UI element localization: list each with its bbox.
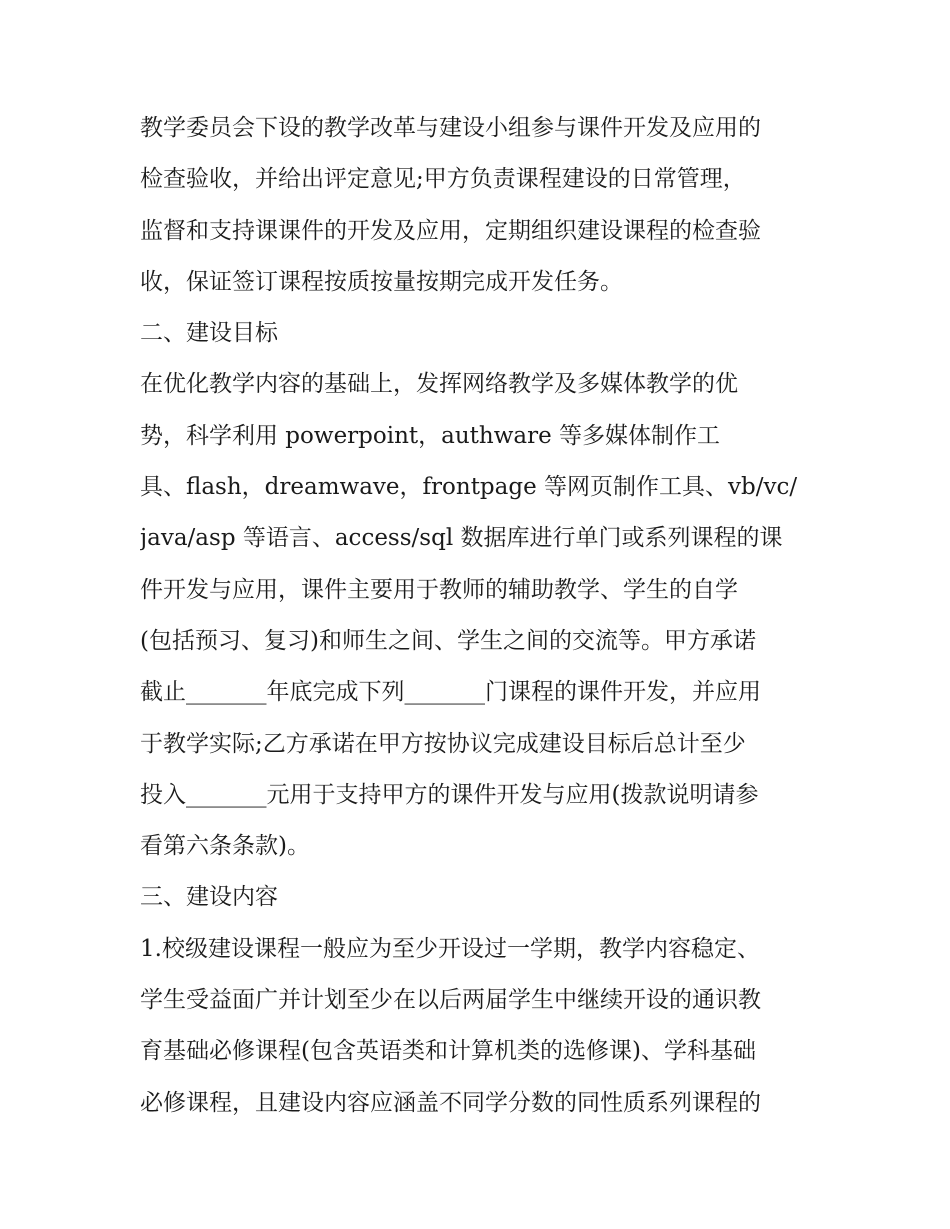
text-line: 在优化教学内容的基础上，发挥网络教学及多媒体教学的优 [140,371,738,398]
text-line: 件开发与应用，课件主要用于教师的辅助教学、学生的自学 [140,576,738,603]
text-line: java/asp 等语言、access/sql 数据库进行单门或系列课程的课 [140,525,783,552]
text-line: 检查验收，并给出评定意见;甲方负责课程建设的日常管理， [140,166,746,193]
text-line: 必修课程，且建设内容应涵盖不同学分数的同性质系列课程的 [140,1089,761,1116]
text-line: 学生受益面广并计划至少在以后两届学生中继续开设的通识教 [140,987,761,1014]
text-line: 监督和支持课课件的开发及应用，定期组织建设课程的检查验 [140,217,761,244]
text-line: 收，保证签订课程按质按量按期完成开发任务。 [140,268,623,295]
document-body [140,103,830,1129]
text-line: 育基础必修课程(包含英语类和计算机类的选修课)、学科基础 [140,1038,756,1065]
text-line: 投入_______元用于支持甲方的课件开发与应用(拨款说明请参 [140,781,759,808]
section-heading-goals: 二、建设目标 [140,320,278,347]
text-line: 具、flash，dreamwave，frontpage 等网页制作工具、vb/vc/ [140,474,798,501]
text-line: 势，科学利用 powerpoint，authware 等多媒体制作工 [140,422,721,449]
text-line: (包括预习、复习)和师生之间、学生之间的交流等。甲方承诺 [140,627,756,654]
text-line: 1.校级建设课程一般应为至少开设过一学期，教学内容稳定、 [140,935,760,962]
section-heading-content: 三、建设内容 [140,884,278,911]
text-line: 截止_______年底完成下列_______门课程的课件开发，并应用 [140,679,761,706]
text-line: 教学委员会下设的教学改革与建设小组参与课件开发及应用的 [140,115,761,141]
text-line: 于教学实际;乙方承诺在甲方按协议完成建设目标后总计至少 [140,730,746,757]
text-line: 看第六条条款)。 [140,833,310,860]
